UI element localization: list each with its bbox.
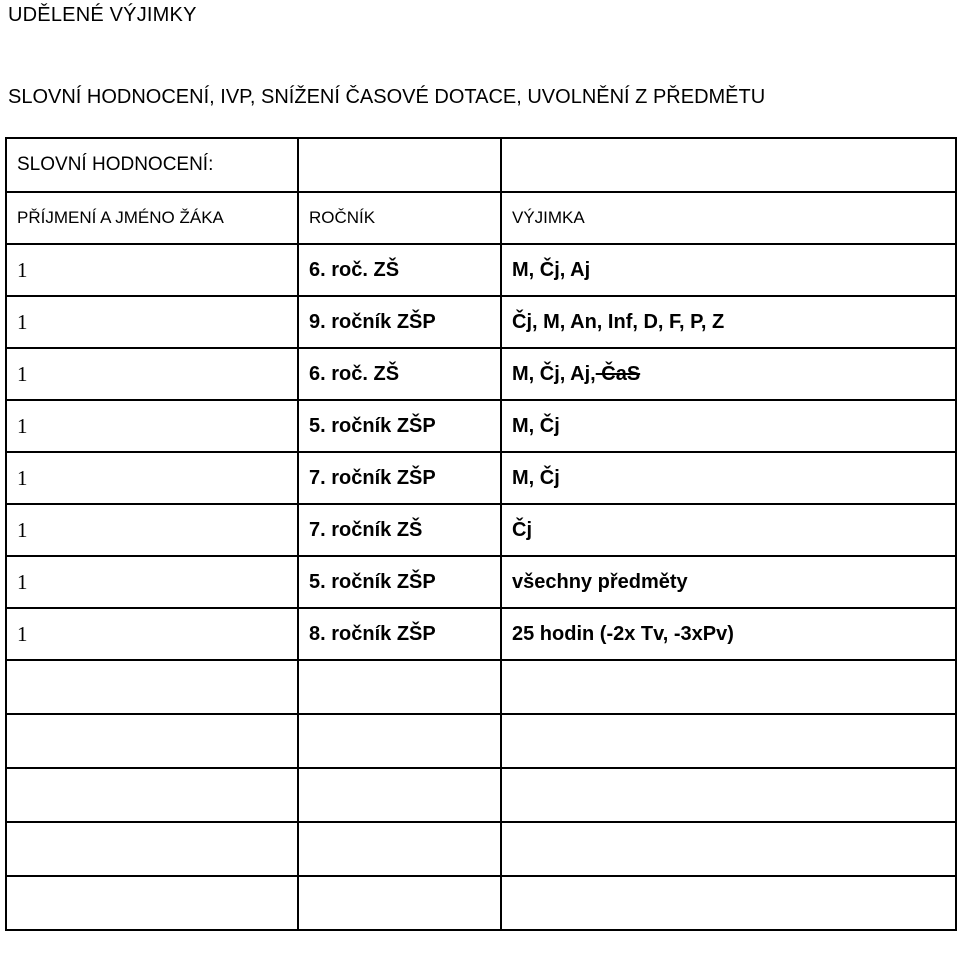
- empty-cell: [6, 660, 298, 714]
- empty-cell: [298, 822, 501, 876]
- empty-row: [6, 768, 956, 822]
- table-row: [6, 504, 956, 556]
- student-grade: 6. roč. ZŠ: [298, 244, 501, 296]
- table-row: [6, 556, 956, 608]
- exception-text: M, Čj, Aj: [512, 258, 591, 281]
- struck-text: ČaS: [595, 362, 641, 385]
- header-row: [6, 192, 956, 244]
- student-grade: 6. roč. ZŠ: [298, 348, 501, 400]
- exception-text: 25 hodin (-2x Tv, -3xPv): [512, 622, 734, 645]
- empty-row: [6, 822, 956, 876]
- student-exception: [501, 244, 956, 296]
- table-row: [6, 608, 956, 660]
- student-exception: [501, 400, 956, 452]
- student-number: 1: [6, 452, 298, 504]
- empty-row: [6, 714, 956, 768]
- student-number: 1: [6, 296, 298, 348]
- header-name: PŘÍJMENÍ A JMÉNO ŽÁKA: [6, 192, 298, 244]
- exception-text: Čj, M, An, Inf, D, F, P, Z: [512, 310, 725, 333]
- empty-cell: [501, 876, 956, 930]
- student-exception: [501, 452, 956, 504]
- empty-cell: [501, 660, 956, 714]
- table-row: [6, 400, 956, 452]
- student-number: 1: [6, 504, 298, 556]
- student-exception: [501, 504, 956, 556]
- table-row: [6, 348, 956, 400]
- empty-cell: [6, 768, 298, 822]
- empty-cell: [501, 714, 956, 768]
- student-number: 1: [6, 244, 298, 296]
- exception-text: všechny předměty: [512, 570, 688, 593]
- student-grade: 5. ročník ZŠP: [298, 400, 501, 452]
- student-number: 1: [6, 608, 298, 660]
- student-number: 1: [6, 556, 298, 608]
- table-row: [6, 452, 956, 504]
- student-grade: 5. ročník ZŠP: [298, 556, 501, 608]
- empty-cell: [6, 876, 298, 930]
- header-grade: ROČNÍK: [298, 192, 501, 244]
- empty-cell: [298, 768, 501, 822]
- header-exception: VÝJIMKA: [501, 192, 956, 244]
- exception-text: Čj: [512, 518, 532, 541]
- empty-cell: [298, 714, 501, 768]
- section-row: [6, 138, 956, 192]
- empty-cell: [298, 660, 501, 714]
- empty-row: [6, 660, 956, 714]
- student-exception: [501, 556, 956, 608]
- student-exception: [501, 608, 956, 660]
- student-grade: 7. ročník ZŠ: [298, 504, 501, 556]
- student-exception: [501, 296, 956, 348]
- empty-cell: [298, 138, 501, 192]
- student-number: 1: [6, 348, 298, 400]
- empty-cell: [501, 138, 956, 192]
- document-subtitle: SLOVNÍ HODNOCENÍ, IVP, SNÍŽENÍ ČASOVÉ DOTACE, UVOLNĚNÍ Z PŘEDMĚTU: [8, 86, 766, 108]
- exceptions-table: [5, 137, 957, 931]
- empty-cell: [501, 822, 956, 876]
- student-grade: 7. ročník ZŠP: [298, 452, 501, 504]
- empty-row: [6, 876, 956, 930]
- table-row: [6, 296, 956, 348]
- student-grade: 8. ročník ZŠP: [298, 608, 501, 660]
- empty-cell: [298, 876, 501, 930]
- exception-text: M, Čj, Aj,: [512, 362, 596, 385]
- empty-cell: [6, 714, 298, 768]
- table-row: [6, 244, 956, 296]
- section-label: SLOVNÍ HODNOCENÍ:: [6, 138, 298, 192]
- exception-text: M, Čj: [512, 466, 560, 489]
- empty-cell: [6, 822, 298, 876]
- student-number: 1: [6, 400, 298, 452]
- exception-text: M, Čj: [512, 414, 560, 437]
- student-exception: [501, 348, 956, 400]
- document-title: UDĚLENÉ VÝJIMKY: [8, 4, 197, 26]
- empty-cell: [501, 768, 956, 822]
- student-grade: 9. ročník ZŠP: [298, 296, 501, 348]
